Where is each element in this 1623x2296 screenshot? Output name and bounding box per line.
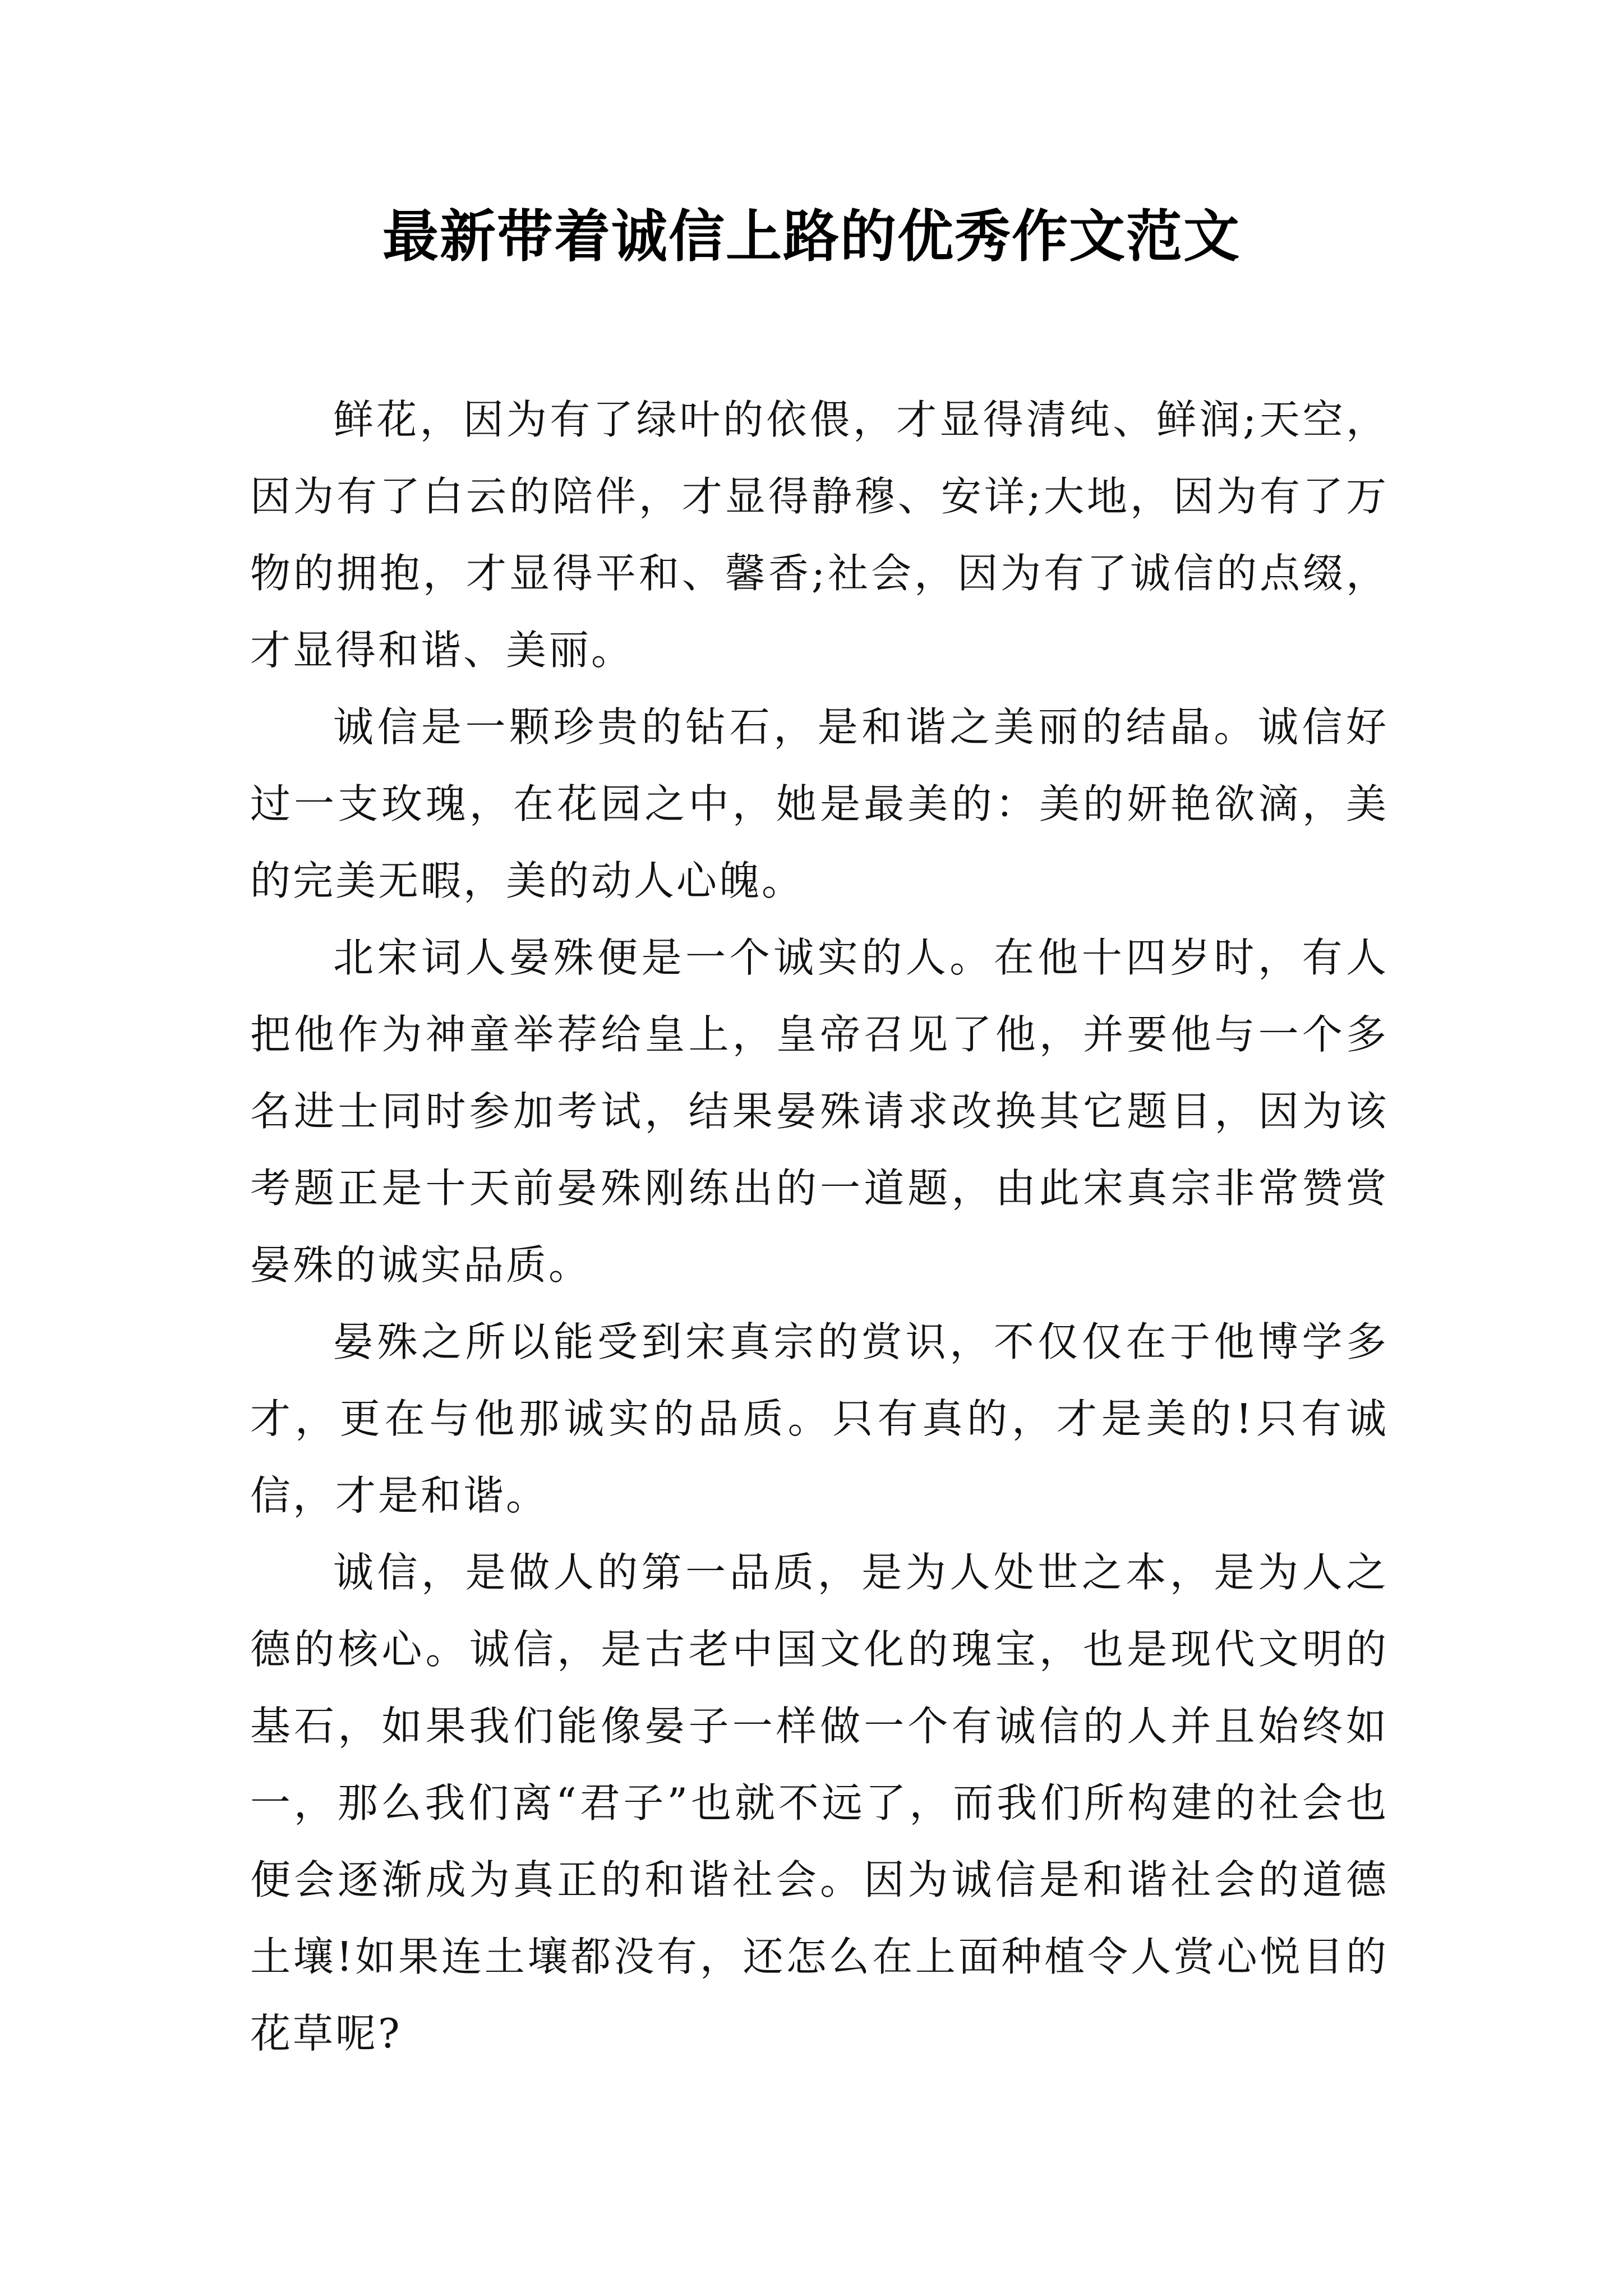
document-title: 最新带着诚信上路的优秀作文范文 [382,204,1241,269]
paragraph-1: 鲜花，因为有了绿叶的依偎，才显得清纯、鲜润;天空，因为有了白云的陪伴，才显得静穆、安详;大地，因为有了万物的拥抱，才显得平和、馨香;社会，因为有了诚信的点缀，才显得和谐、美丽。 [250,396,1389,674]
document-body [250,381,1389,2072]
paragraph-5: 诚信，是做人的第一品质，是为人处世之本，是为人之德的核心。诚信，是古老中国文化的瑰宝，也是现代文明的基石，如果我们能像晏子一样做一个有诚信的人并且始终如一，那么我们离“君子”也就不远了，而我们所构建的社会也便会逐渐成为真正的和谐社会。因为诚信是和谐社会的道德土壤!如果连土壤都没有，还怎么在上面种植令人赏心悦目的花草呢? [250,1549,1389,2057]
paragraph-4: 晏殊之所以能受到宋真宗的赏识，不仅仅在于他博学多才，更在与他那诚实的品质。只有真的，才是美的!只有诚信，才是和谐。 [250,1318,1389,1519]
paragraph-2: 诚信是一颗珍贵的钻石，是和谐之美丽的结晶。诚信好过一支玫瑰，在花园之中，她是最美的：美的妍艳欲滴，美的完美无暇，美的动人心魄。 [250,703,1389,904]
paragraph-3: 北宋词人晏殊便是一个诚实的人。在他十四岁时，有人把他作为神童举荐给皇上，皇帝召见了他，并要他与一个多名进士同时参加考试，结果晏殊请求改换其它题目，因为该考题正是十天前晏殊刚练出的一道题，由此宋真宗非常赞赏晏殊的诚实品质。 [250,934,1389,1289]
